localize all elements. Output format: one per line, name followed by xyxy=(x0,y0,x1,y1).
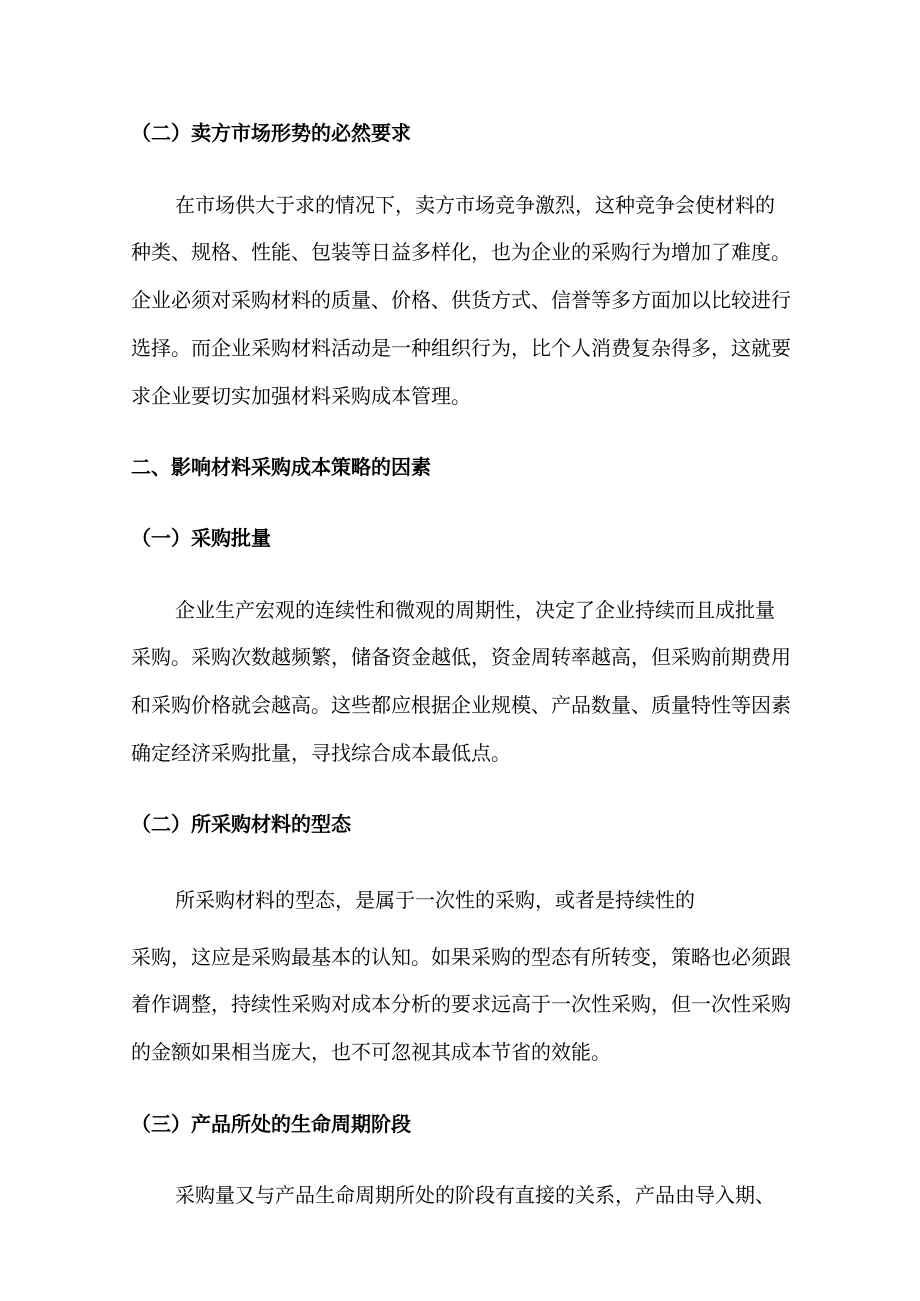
paragraph-line: 采购，这应是采购最基本的认知。如果采购的型态有所转变，策略也必须跟 xyxy=(131,945,791,969)
paragraph-line: 采购量又与产品生命周期所处的阶段有直接的关系，产品由导入期、 xyxy=(175,1183,775,1207)
section-heading-factors: 二、影响材料采购成本策略的因素 xyxy=(131,455,431,479)
paragraph-line: 企业必须对采购材料的质量、价格、供货方式、信誉等多方面加以比较进行 xyxy=(131,288,791,312)
section-heading-purchase-batch: （一）采购批量 xyxy=(131,526,271,550)
paragraph-line: 选择。而企业采购材料活动是一种组织行为，比个人消费复杂得多，这就要 xyxy=(131,336,791,360)
paragraph-line: 确定经济采购批量，寻找综合成本最低点。 xyxy=(131,741,511,765)
section-heading-seller-market: （二）卖方市场形势的必然要求 xyxy=(131,121,411,145)
section-heading-material-type: （二）所采购材料的型态 xyxy=(131,812,351,836)
paragraph-line: 着作调整，持续性采购对成本分析的要求远高于一次性采购，但一次性采购 xyxy=(131,992,791,1016)
paragraph-line: 求企业要切实加强材料采购成本管理。 xyxy=(131,384,471,408)
paragraph-line: 采购。采购次数越频繁，储备资金越低，资金周转率越高，但采购前期费用 xyxy=(131,645,791,669)
paragraph-line: 所采购材料的型态，是属于一次性的采购，或者是持续性的 xyxy=(175,888,695,912)
paragraph-line: 的金额如果相当庞大，也不可忽视其成本节省的效能。 xyxy=(131,1040,611,1064)
section-heading-life-cycle: （三）产品所处的生命周期阶段 xyxy=(131,1112,411,1136)
paragraph-line: 和采购价格就会越高。这些都应根据企业规模、产品数量、质量特性等因素 xyxy=(131,693,791,717)
paragraph-line: 企业生产宏观的连续性和微观的周期性，决定了企业持续而且成批量 xyxy=(175,598,775,622)
paragraph-line: 在市场供大于求的情况下，卖方市场竞争激烈，这种竞争会使材料的 xyxy=(175,193,775,217)
paragraph-line: 种类、规格、性能、包装等日益多样化，也为企业的采购行为增加了难度。 xyxy=(131,240,791,264)
